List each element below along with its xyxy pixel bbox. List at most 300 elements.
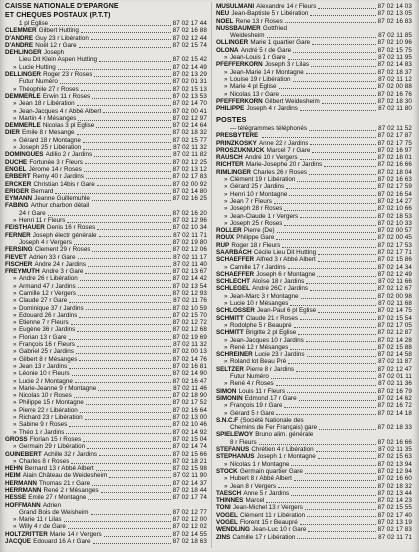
entry-detail: André 10 r Vergers bbox=[244, 154, 298, 162]
entry-phone: 87 02 14 62 bbox=[377, 394, 412, 402]
dot-leader bbox=[101, 492, 171, 493]
entry-phone: 87 02 11 36 bbox=[378, 380, 412, 388]
entry-detail: Andre 26 r Libération bbox=[18, 275, 78, 283]
entry-surname: PRESBYTERE bbox=[216, 132, 259, 140]
entry-detail: Emile 8 r Mesange bbox=[22, 129, 75, 137]
directory-entry bbox=[5, 356, 207, 363]
entry-surname: » bbox=[13, 377, 17, 385]
entry-surname: » bbox=[224, 219, 228, 227]
entry-detail: Marcel bbox=[245, 497, 265, 505]
dot-leader bbox=[307, 356, 376, 357]
entry-detail: Claude 21 r Roses bbox=[245, 314, 298, 322]
entry-detail: Philippe Gare bbox=[236, 234, 275, 242]
directory-entry bbox=[216, 147, 412, 154]
entry-detail: Richard 23 r Libération bbox=[18, 414, 83, 422]
entry-surname: » bbox=[13, 443, 17, 451]
entry-surname: HESSE bbox=[5, 494, 27, 502]
entry-phone: 87 02 18 21 bbox=[172, 457, 207, 465]
entry-surname: SCHAEFFER bbox=[216, 270, 255, 278]
entry-detail: Pierre 8 r Jardins bbox=[246, 365, 295, 373]
dot-leader bbox=[294, 327, 376, 328]
entry-surname: » bbox=[13, 114, 17, 122]
entry-detail: Lucie 2 r Montagne bbox=[18, 377, 73, 385]
directory-entry bbox=[5, 64, 207, 71]
entry-surname: » bbox=[13, 297, 17, 305]
directory-entry bbox=[216, 18, 412, 25]
dot-leader bbox=[316, 451, 376, 452]
entry-phone: 87 02 16 66 bbox=[377, 438, 412, 446]
entry-detail: 24 r Gare bbox=[19, 209, 46, 217]
dot-leader bbox=[278, 487, 375, 488]
directory-entry bbox=[216, 475, 412, 482]
entry-detail: Martin 4 r Mésanges bbox=[18, 114, 77, 122]
entry-detail: Gérard 25 r Jardins bbox=[229, 183, 285, 191]
entry-detail: Cécile Lieu Dit Hutting bbox=[253, 249, 317, 256]
dot-leader bbox=[306, 341, 376, 342]
entry-surname: » bbox=[13, 63, 17, 71]
entry-surname: » bbox=[13, 516, 17, 524]
entry-phone: 87 02 16 66 bbox=[377, 161, 412, 169]
entry-phone: 87 02 13 00 bbox=[172, 414, 207, 422]
dot-leader bbox=[285, 22, 376, 23]
entry-surname: EYMANN bbox=[5, 195, 32, 203]
dot-leader bbox=[77, 331, 170, 332]
entry-surname: » bbox=[224, 263, 228, 271]
dot-leader bbox=[85, 163, 171, 164]
entry-detail: Jean-Louis 1 r Gare bbox=[229, 54, 286, 62]
entry-surname: » bbox=[13, 370, 17, 378]
entry-detail: Pierre 22 r Libération bbox=[18, 406, 78, 414]
directory-entry bbox=[216, 234, 412, 241]
dot-leader bbox=[297, 538, 376, 539]
entry-phone: 87 02 11 76 bbox=[173, 297, 207, 305]
entry-phone: 87 02 18 90 bbox=[172, 392, 207, 400]
dot-leader bbox=[81, 90, 171, 91]
entry-detail: Denis 16 r Roses bbox=[46, 224, 96, 232]
dot-leader bbox=[300, 319, 376, 320]
directory-entry bbox=[5, 122, 207, 129]
entry-phone: 87 02 12 87 bbox=[377, 329, 412, 337]
dot-leader bbox=[88, 499, 170, 500]
dot-leader bbox=[64, 521, 171, 522]
dot-leader bbox=[287, 392, 376, 393]
directory-entry bbox=[5, 151, 207, 158]
directory-entry bbox=[5, 275, 207, 282]
entry-detail: Jean 8 r Vergers bbox=[229, 482, 277, 490]
entry-surname: VOGEL bbox=[216, 518, 238, 526]
entry-surname: D'ANDRE bbox=[5, 34, 34, 42]
entry-surname: GROSS bbox=[5, 435, 28, 443]
entry-detail: Bruno alim. générale bbox=[255, 431, 314, 439]
entry-detail: André 26C r Jardins bbox=[252, 285, 309, 293]
entry-surname: DELLINGER bbox=[5, 71, 41, 79]
dot-leader bbox=[55, 193, 170, 194]
directory-entry bbox=[5, 86, 207, 93]
entry-detail: Jean-Paul 6 pl Eglise bbox=[256, 307, 317, 315]
dot-leader bbox=[74, 397, 171, 398]
entry-detail: Anne 22 r Jardins bbox=[258, 139, 309, 147]
directory-entry bbox=[5, 49, 207, 56]
entry-detail: René 2 r Mésanges bbox=[43, 487, 99, 494]
column-divider bbox=[211, 2, 212, 548]
entry-phone: 87 02 15 42 bbox=[172, 56, 207, 64]
directory-entry bbox=[5, 370, 207, 377]
directory-entry bbox=[5, 115, 207, 122]
entry-phone: 87 02 14 80 bbox=[172, 187, 207, 195]
entry-detail: Joseph 6 r Montagne bbox=[256, 270, 316, 278]
directory-entry bbox=[216, 83, 412, 90]
entry-phone: 87 02 16 20 bbox=[172, 209, 207, 217]
directory-entry bbox=[5, 195, 207, 202]
entry-phone: 87 02 16 47 bbox=[172, 377, 207, 385]
entry-phone: 87 02 10 59 bbox=[172, 304, 207, 312]
entry-detail: Jean 7 r Fleurs bbox=[229, 197, 272, 205]
entry-phone: 87 02 00 92 bbox=[172, 180, 207, 188]
entry-surname: FABING bbox=[5, 202, 29, 210]
entry-detail: Théophile 27 r Roses bbox=[18, 85, 79, 93]
entry-surname: » bbox=[224, 343, 228, 351]
entry-detail: Marie 14 r Vergers bbox=[49, 530, 102, 538]
entry-phone: 87 02 12 44 bbox=[172, 34, 207, 42]
dot-leader bbox=[87, 448, 171, 449]
entry-phone: 87 02 11 46 bbox=[173, 384, 207, 392]
entry-surname: » bbox=[224, 482, 228, 490]
entry-detail: Joseph électr générale bbox=[32, 231, 97, 239]
entry-surname: HEHN bbox=[5, 465, 23, 473]
entry-phone: 87 02 17 74 bbox=[172, 494, 207, 502]
entry-detail: Brigitte 2 pl Eglise bbox=[245, 329, 297, 337]
dot-leader bbox=[83, 149, 171, 150]
entry-surname: ERIGER bbox=[5, 187, 29, 195]
directory-entry bbox=[216, 373, 412, 380]
entry-surname: FERNER bbox=[5, 231, 31, 239]
dot-leader bbox=[92, 485, 170, 486]
entry-phone: 87 02 13 67 bbox=[172, 268, 207, 276]
directory-entry bbox=[5, 326, 207, 333]
entry-surname: FREYMUTH bbox=[5, 268, 40, 276]
directory-entry bbox=[216, 526, 412, 533]
entry-phone: 87 02 13 12 bbox=[172, 165, 207, 173]
entry-phone: 87 02 14 76 bbox=[172, 355, 207, 363]
entry-detail: Nicolas 10 r Roses bbox=[18, 392, 72, 400]
entry-surname: DUCHE bbox=[5, 158, 28, 166]
directory-entry bbox=[216, 424, 412, 431]
dot-leader bbox=[305, 473, 376, 474]
entry-surname: » bbox=[224, 90, 228, 98]
entry-detail: Clément 11 r Libération bbox=[239, 511, 305, 519]
directory-entry bbox=[5, 224, 207, 231]
dot-leader bbox=[296, 371, 376, 372]
dot-leader bbox=[92, 251, 170, 252]
entry-detail: Marie 1 quartier Gare bbox=[250, 39, 311, 47]
entry-detail: Gottfried bbox=[262, 24, 287, 32]
dot-leader bbox=[312, 44, 375, 45]
entry-phone: 87 02 17 05 bbox=[377, 321, 412, 329]
entry-phone: 87 02 15 04 bbox=[172, 435, 207, 443]
directory-entry bbox=[5, 290, 207, 297]
entry-detail: Claude 27 r Gare bbox=[18, 297, 68, 305]
directory-entry bbox=[216, 483, 412, 490]
entry-phone: 87 02 10 66 bbox=[377, 205, 412, 213]
entry-phone: 87 02 00 98 bbox=[377, 292, 412, 300]
entry-detail: Andre 24 r Jardins bbox=[34, 260, 86, 268]
dot-leader bbox=[293, 81, 377, 82]
entry-phone: 87 02 11 66 bbox=[378, 278, 412, 286]
directory-entry bbox=[216, 490, 412, 497]
dot-leader bbox=[80, 412, 171, 413]
entry-surname: » bbox=[224, 402, 228, 410]
dot-leader bbox=[85, 273, 170, 274]
entry-phone: 87 02 00 57 bbox=[377, 227, 412, 235]
entry-detail: Eugène 36 r Jardins bbox=[18, 326, 76, 334]
dot-leader bbox=[318, 458, 376, 459]
dot-leader bbox=[322, 103, 376, 104]
entry-surname: » bbox=[13, 144, 17, 152]
entry-surname: GUINEBERT bbox=[5, 450, 42, 458]
entry-surname: HOLTZRITTER bbox=[5, 530, 48, 538]
dot-leader bbox=[86, 404, 171, 405]
entry-detail: Emile 27 r Montagne bbox=[28, 494, 87, 502]
entry-phone: 87 02 11 82 bbox=[173, 151, 207, 159]
entry-detail: Charles 26 r Roses bbox=[253, 168, 307, 176]
directory-entry bbox=[5, 305, 207, 312]
entry-detail: Joseph 1 r Montagne bbox=[256, 453, 316, 461]
dot-leader bbox=[284, 407, 375, 408]
directory-entry bbox=[5, 399, 207, 406]
dot-leader bbox=[293, 52, 376, 53]
directory-entry bbox=[5, 378, 207, 385]
entry-surname: SCHMITT bbox=[216, 314, 244, 322]
directory-entry bbox=[5, 188, 207, 195]
entry-phone: 87 02 11 71 bbox=[378, 533, 412, 541]
dot-leader bbox=[91, 514, 171, 515]
entry-detail: Edouard 26 r Jardins bbox=[18, 311, 78, 319]
dot-leader bbox=[97, 185, 171, 186]
entry-detail: Joseph 4 r Jardins bbox=[246, 105, 298, 113]
directory-entry bbox=[216, 154, 412, 161]
directory-entry bbox=[5, 173, 207, 180]
entry-phone: 87 02 11 12 bbox=[378, 75, 412, 83]
right-column bbox=[216, 3, 412, 541]
directory-entry bbox=[5, 429, 207, 436]
directory-entry bbox=[216, 264, 412, 271]
directory-entry bbox=[216, 205, 412, 212]
entry-surname: » bbox=[13, 326, 17, 334]
directory-entry bbox=[216, 271, 412, 278]
dot-leader bbox=[318, 261, 376, 262]
directory-entry bbox=[216, 468, 412, 475]
dot-leader bbox=[284, 225, 375, 226]
directory-entry bbox=[216, 402, 412, 409]
entry-surname: » bbox=[13, 384, 17, 392]
dot-leader bbox=[318, 254, 375, 255]
entry-surname: » bbox=[13, 85, 17, 93]
entry-surname: » bbox=[13, 362, 17, 370]
entry-surname: » bbox=[224, 475, 228, 483]
entry-detail: Andre 3 r Gare bbox=[41, 268, 84, 276]
entry-detail: Jean 13 r Jardins bbox=[18, 362, 68, 370]
directory-entry bbox=[216, 39, 412, 46]
directory-entry bbox=[216, 91, 412, 98]
entry-detail: Camille 17 r Libération bbox=[232, 533, 296, 541]
directory-entry bbox=[5, 261, 207, 268]
entry-phone: 87 02 12 00 bbox=[172, 516, 207, 524]
dot-leader bbox=[310, 144, 375, 145]
dot-leader bbox=[94, 76, 170, 77]
left-column bbox=[5, 3, 207, 545]
directory-entry bbox=[216, 105, 412, 112]
entry-surname: » bbox=[13, 107, 17, 115]
entry-surname: » bbox=[224, 380, 228, 388]
directory-entry bbox=[216, 61, 412, 68]
directory-entry bbox=[5, 451, 207, 458]
entry-phone: 87 02 18 53 bbox=[377, 212, 412, 220]
entry-detail: Henri 11 r Fleurs bbox=[18, 217, 66, 225]
entry-phone: 87 02 15 70 bbox=[172, 311, 207, 319]
entry-phone: 87 02 15 77 bbox=[172, 136, 207, 144]
entry-surname: RICHTER bbox=[216, 161, 244, 169]
entry-surname: » bbox=[13, 136, 17, 144]
entry-detail: Florian 15 r Roses bbox=[29, 435, 82, 443]
entry-detail: Camille 12 r Vergers bbox=[18, 289, 76, 297]
entry-phone: 87 02 00 88 bbox=[377, 83, 412, 91]
directory-entry bbox=[5, 159, 207, 166]
entry-surname: D'ANDRE bbox=[5, 41, 34, 49]
entry-surname: » bbox=[224, 409, 228, 417]
directory-entry bbox=[216, 220, 412, 227]
entry-detail: François 19 r Gare bbox=[229, 402, 283, 410]
entry-surname: SCHLECHT bbox=[216, 278, 250, 286]
entry-surname: » bbox=[224, 205, 228, 213]
dot-leader bbox=[288, 363, 376, 364]
directory-entry bbox=[216, 519, 412, 526]
entry-detail: Aloïse 18 r Jardins bbox=[252, 278, 305, 286]
directory-entry bbox=[216, 140, 412, 147]
entry-phone: 87 02 12 72 bbox=[172, 319, 207, 327]
entry-detail: Achille 32 r Jardins bbox=[43, 450, 98, 458]
dot-leader bbox=[305, 509, 376, 510]
entry-surname: » bbox=[13, 428, 17, 436]
entry-phone: 87 02 11 87 bbox=[378, 358, 412, 366]
section-heading: CAISSE NATIONALE D'EPARGNE bbox=[5, 3, 119, 10]
entry-surname: S.N.C.F bbox=[216, 416, 239, 424]
entry-phone: 87 02 12 67 bbox=[377, 285, 412, 293]
directory-entry bbox=[216, 169, 412, 176]
entry-detail: Louise 19 r Libération bbox=[229, 75, 291, 83]
entry-surname: FEISTHAUER bbox=[5, 224, 45, 232]
entry-phone: 87 02 17 59 bbox=[377, 183, 412, 191]
entry-detail: Futur Numéro bbox=[19, 78, 58, 86]
directory-entry bbox=[5, 35, 207, 42]
entry-phone: 87 02 16 81 bbox=[172, 362, 207, 370]
entry-surname: PROSZUKNUCK bbox=[216, 146, 265, 154]
directory-entry bbox=[216, 431, 412, 438]
entry-surname: SCHREINER bbox=[216, 351, 253, 359]
directory-entry bbox=[5, 509, 207, 516]
dot-leader bbox=[68, 528, 171, 529]
dot-leader bbox=[319, 429, 375, 430]
entry-surname: DEHLINGER bbox=[5, 49, 42, 57]
dot-leader bbox=[69, 339, 171, 340]
directory-entry bbox=[5, 210, 207, 217]
dot-leader bbox=[306, 283, 376, 284]
entry-phone: 87 02 17 44 bbox=[172, 20, 207, 27]
entry-phone: 87 02 14 42 bbox=[172, 275, 207, 283]
directory-entry bbox=[5, 100, 207, 107]
entry-phone: 87 02 17 83 bbox=[377, 526, 412, 534]
entry-phone: 87 02 14 92 bbox=[172, 428, 207, 436]
dot-leader bbox=[99, 455, 171, 456]
dot-leader bbox=[300, 524, 376, 525]
entry-phone: 87 02 15 75 bbox=[377, 46, 412, 54]
directory-entry bbox=[216, 534, 412, 541]
dot-leader bbox=[96, 470, 171, 471]
entry-surname: » bbox=[224, 183, 228, 191]
dot-leader bbox=[69, 368, 170, 369]
dot-leader bbox=[284, 210, 375, 211]
entry-surname: » bbox=[13, 399, 17, 407]
entry-detail: Joseph 25 r Roses bbox=[229, 219, 283, 227]
entry-detail: Florent 15 r Beaupré bbox=[239, 518, 298, 526]
directory-entry bbox=[216, 176, 412, 183]
entry-phone: 87 02 12 93 bbox=[172, 289, 207, 297]
directory-entry bbox=[5, 217, 207, 224]
directory-entry bbox=[216, 329, 412, 336]
entry-detail: Adilio 2 r Jardins bbox=[45, 151, 93, 159]
dot-leader bbox=[79, 317, 170, 318]
entry-phone: 87 02 19 80 bbox=[172, 238, 207, 246]
entry-phone: 87 02 11 80 bbox=[378, 105, 412, 113]
directory-entry bbox=[5, 341, 207, 348]
dot-leader bbox=[93, 543, 171, 544]
entry-phone: 87 02 14 70 bbox=[172, 100, 207, 108]
dot-leader bbox=[71, 324, 171, 325]
entry-surname: NEU bbox=[216, 10, 230, 18]
directory-entry bbox=[216, 351, 412, 358]
entry-surname: HOFFMANN bbox=[5, 501, 41, 509]
entry-phone: 87 02 14 28 bbox=[377, 336, 412, 344]
directory-entry bbox=[216, 512, 412, 519]
entry-surname: ERBERT bbox=[5, 173, 31, 181]
entry-surname: SIMON bbox=[216, 387, 237, 395]
entry-detail: Joseph bbox=[43, 49, 65, 57]
entry-surname: » bbox=[13, 355, 17, 363]
entry-detail: Gabriel 25 r Jardins bbox=[18, 348, 74, 356]
directory-entry bbox=[216, 198, 412, 205]
entry-detail: Florian 13 r Gare bbox=[18, 333, 67, 341]
entry-surname: » bbox=[13, 282, 17, 290]
entry-phone: 87 02 11 85 bbox=[378, 32, 412, 40]
directory-entry bbox=[5, 42, 207, 49]
entry-phone: 87 02 11 32 bbox=[173, 144, 207, 152]
dot-leader bbox=[67, 222, 170, 223]
entry-phone: 87 02 12 68 bbox=[172, 326, 207, 334]
entry-surname: HERMANN bbox=[5, 479, 37, 487]
entry-phone: 87 02 00 13 bbox=[172, 348, 207, 356]
entry-detail: Marie 4 pl Eglise bbox=[229, 83, 277, 91]
entry-detail: Lieu Dit Klein Aspen Hutting bbox=[19, 56, 98, 64]
entry-phone: 87 02 16 72 bbox=[377, 402, 412, 410]
directory-entry bbox=[216, 32, 412, 39]
entry-phone: 87 02 16 54 bbox=[377, 190, 412, 198]
entry-surname: » bbox=[224, 176, 228, 184]
entry-phone: 87 02 17 87 bbox=[377, 132, 412, 140]
entry-phone: 87 02 16 60 bbox=[377, 475, 412, 483]
dot-leader bbox=[98, 390, 171, 391]
entry-detail: Nicolas 3 pl Eglise bbox=[42, 122, 95, 130]
directory-entry bbox=[5, 487, 207, 494]
dot-leader bbox=[318, 312, 376, 313]
